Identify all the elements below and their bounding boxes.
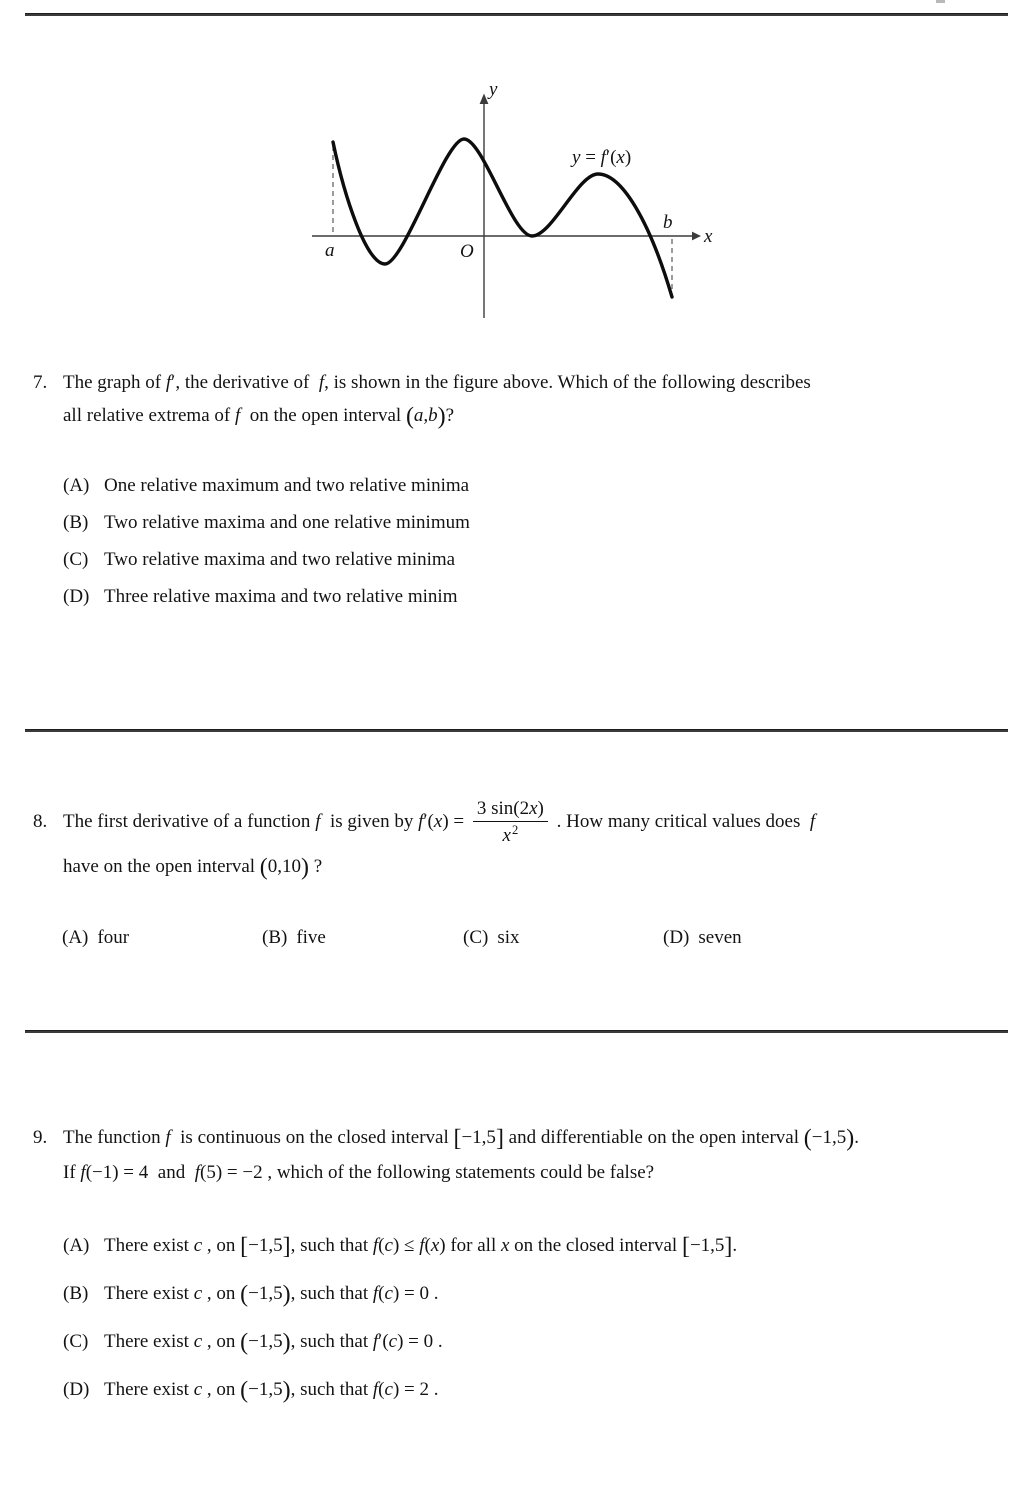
question-9	[33, 1120, 1018, 1190]
option-text: Two relative maxima and one relative minimum	[104, 512, 470, 533]
b-endpoint-label: b	[663, 212, 673, 233]
question-8-option-d	[663, 927, 742, 949]
question-7-option-b	[63, 504, 823, 541]
x-axis-arrow	[692, 232, 701, 241]
question-9-number: 9.	[33, 1127, 48, 1148]
question-8-number: 8.	[33, 811, 48, 833]
question-8-option-c	[463, 927, 520, 949]
top-rule	[25, 13, 1008, 16]
option-text: There exist c , on (−1,5), such that f(c) = 2 .	[104, 1377, 439, 1404]
fraction-numerator: 3 sin(2x)	[473, 798, 548, 822]
option-label: (D)	[63, 586, 90, 607]
origin-label: O	[460, 241, 474, 262]
a-endpoint-label: a	[325, 240, 335, 261]
question-8-line-1-post: . How many critical values does f	[551, 811, 816, 833]
question-7-line-2: all relative extrema of f on the open interval (a,b)?	[63, 403, 455, 430]
option-text: seven	[698, 927, 742, 948]
option-label: (A)	[63, 475, 90, 496]
question-9-options	[63, 1231, 983, 1405]
question-8-line-1	[63, 798, 815, 846]
option-text: four	[97, 927, 130, 948]
question-7-option-c	[63, 541, 823, 578]
x-axis-label: x	[704, 226, 713, 247]
derivative-graph-figure	[290, 78, 720, 326]
question-7-text	[63, 366, 811, 432]
question-9-option-d	[63, 1375, 983, 1405]
question-8-option-a	[62, 927, 129, 949]
question-9-option-c	[63, 1327, 983, 1357]
fraction-denominator: $x^2$	[502, 823, 519, 847]
option-label: (B)	[63, 1283, 89, 1304]
question-9-text	[63, 1120, 859, 1190]
y-axis-label: y	[489, 79, 498, 100]
question-8-options	[0, 927, 1024, 957]
option-label: (C)	[63, 1331, 89, 1352]
question-9-line-2: If f(−1) = 4 and f(5) = −2 , which of the following statements could be false?	[63, 1162, 655, 1183]
option-text: Two relative maxima and two relative minima	[104, 549, 456, 570]
option-label: (C)	[463, 927, 489, 948]
curve-equation-label: y = f′(x)	[572, 147, 632, 168]
option-label: (B)	[63, 512, 89, 533]
question-7-line-1: The graph of f′, the derivative of f, is shown in the figure above. Which of the following describes	[63, 372, 811, 393]
option-label: (B)	[262, 927, 288, 948]
option-text: five	[296, 927, 326, 948]
option-label: (A)	[63, 1235, 90, 1256]
option-text: There exist c , on [−1,5], such that f(c) ≤ f(x) for all x on the closed interval [−1,5].	[104, 1233, 738, 1260]
question-7	[33, 366, 1011, 432]
question-7-option-a	[63, 467, 823, 504]
option-text: One relative maximum and two relative minima	[104, 475, 470, 496]
question-7-number: 7.	[33, 372, 48, 393]
question-7-options	[63, 467, 823, 615]
question-7-option-d	[63, 578, 823, 615]
option-label: (D)	[663, 927, 690, 948]
divider-2	[25, 1030, 1008, 1033]
option-text: There exist c , on (−1,5), such that f(c) = 0 .	[104, 1281, 439, 1308]
option-text: Three relative maxima and two relative minim	[104, 586, 458, 607]
question-8-option-b	[262, 927, 326, 949]
y-axis-arrow	[480, 94, 489, 105]
question-8	[33, 798, 815, 846]
option-label: (D)	[63, 1379, 90, 1400]
fraction	[473, 798, 548, 846]
question-9-line-1: The function f is continuous on the closed interval [−1,5] and differentiable on the open interval (−1,5).	[63, 1125, 859, 1152]
option-label: (A)	[62, 927, 89, 948]
question-9-option-b	[63, 1279, 983, 1309]
top-right-artifact	[936, 0, 945, 3]
option-label: (C)	[63, 549, 89, 570]
divider-1	[25, 729, 1008, 732]
question-8-line-1-pre: The first derivative of a function f is given by f′(x) =	[63, 811, 469, 833]
option-text: There exist c , on (−1,5), such that f′(c) = 0 .	[104, 1329, 443, 1356]
option-text: six	[497, 927, 520, 948]
question-9-option-a	[63, 1231, 983, 1261]
question-8-line-2: have on the open interval (0,10) ?	[63, 854, 323, 881]
